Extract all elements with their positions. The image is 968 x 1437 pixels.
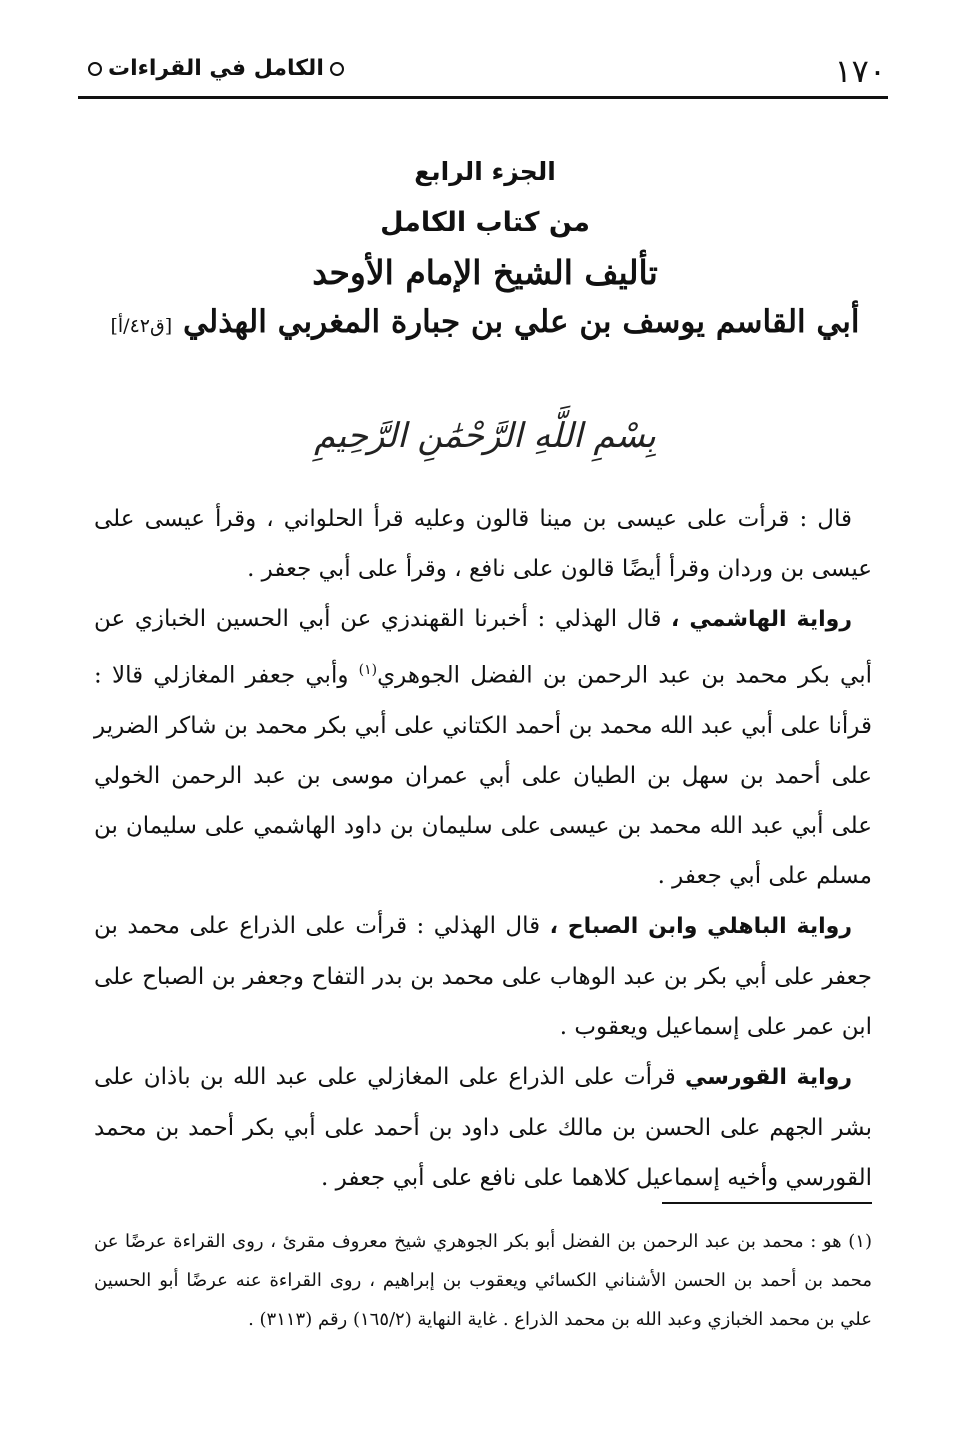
book-heading: من كتاب الكامل	[380, 206, 590, 238]
header-divider	[78, 96, 888, 99]
paragraph	[94, 494, 872, 594]
paragraph-text: قال الهذلي : أخبرنا القهندزي عن أبي الحسين الخبازي عن أبي بكر محمد بن عبد الرحمن بن الفضل الجوهري	[94, 606, 873, 689]
page-number: ١٧٠	[834, 52, 886, 90]
manuscript-folio-ref: [ق٤٢/أ]	[110, 315, 173, 338]
paragraph-text: قرأت على الذراع على المغازلي على عبد الله بن باذان على بشر الجهم على الحسن بن مالك على داود بن أحمد على أبي بكر أحمد بن محمد القورسي وأخيه إسماعيل كلاهما على نافع على أبي جعفر .	[94, 1063, 872, 1191]
running-header	[78, 50, 888, 90]
main-text	[94, 494, 872, 1203]
book-title-text: الكامل في القراءات	[108, 56, 324, 81]
running-book-title	[88, 56, 344, 81]
author-intro-heading: تأليف الشيخ الإمام الأوحد	[312, 253, 658, 293]
circle-ornament-icon	[330, 62, 344, 76]
title-block	[80, 150, 890, 340]
paragraph	[94, 1052, 872, 1203]
paragraph	[94, 901, 872, 1052]
footnote-divider	[662, 1202, 872, 1204]
footnote-text: (١) هو : محمد بن عبد الرحمن بن الفضل أبو بكر الجوهري شيخ معروف مقرئ ، روى القراءة عرضًا عن محمد بن أحمد بن الحسن الأشناني الكسائي ويعقوب بن إبراهيم ، روى القراءة عنه عرضًا أبو الحسين علي بن محمد الخبازي وعبد الله بن محمد الذراع . غاية النهاية (١٦٥/٢) رقم (٣١١٣) .	[94, 1231, 872, 1330]
section-label: رواية القورسي	[684, 1064, 852, 1090]
paragraph	[94, 594, 872, 901]
paragraph-text: قال : قرأت على عيسى بن مينا قالون وعليه قرأ الحلواني ، وقرأ عيسى على عيسى بن وردان وقرأ أيضًا قالون على نافع ، وقرأ على أبي جعفر .	[94, 506, 872, 582]
section-label: رواية الباهلي وابن الصباح ،	[549, 913, 852, 939]
section-label: رواية الهاشمي ،	[671, 607, 853, 632]
circle-ornament-icon	[88, 62, 102, 76]
paragraph-text: قال الهذلي : قرأت على الذراع على محمد بن جعفر على أبي بكر بن عبد الوهاب على محمد بن بدر التفاح وجعفر بن الصباح على ابن عمر على إسماعيل ويعقوب .	[94, 912, 872, 1040]
author-name: أبي القاسم يوسف بن علي بن جبارة المغربي الهذلي	[182, 304, 860, 341]
paragraph-text: وأبي جعفر المغازلي قالا : قرأنا على أبي عبد الله محمد بن أحمد الكتاني على أبي بكر محمد بن شاكر الضرير على أحمد بن سهل بن الطيان على أبي عمران موسى بن عبد الرحمن الخولي على أبي عبد الله محمد بن عيسى على سليمان بن داود الهاشمي على سليمان بن مسلم على أبي جعفر .	[94, 662, 872, 889]
author-name-heading	[80, 305, 890, 339]
footnotes	[94, 1222, 872, 1339]
part-heading: الجزء الرابع	[414, 157, 556, 186]
footnote-reference[interactable]: (١)	[358, 662, 378, 678]
basmala: بِسْمِ اللَّهِ الرَّحْمَٰنِ الرَّحِيمِ	[314, 416, 656, 456]
